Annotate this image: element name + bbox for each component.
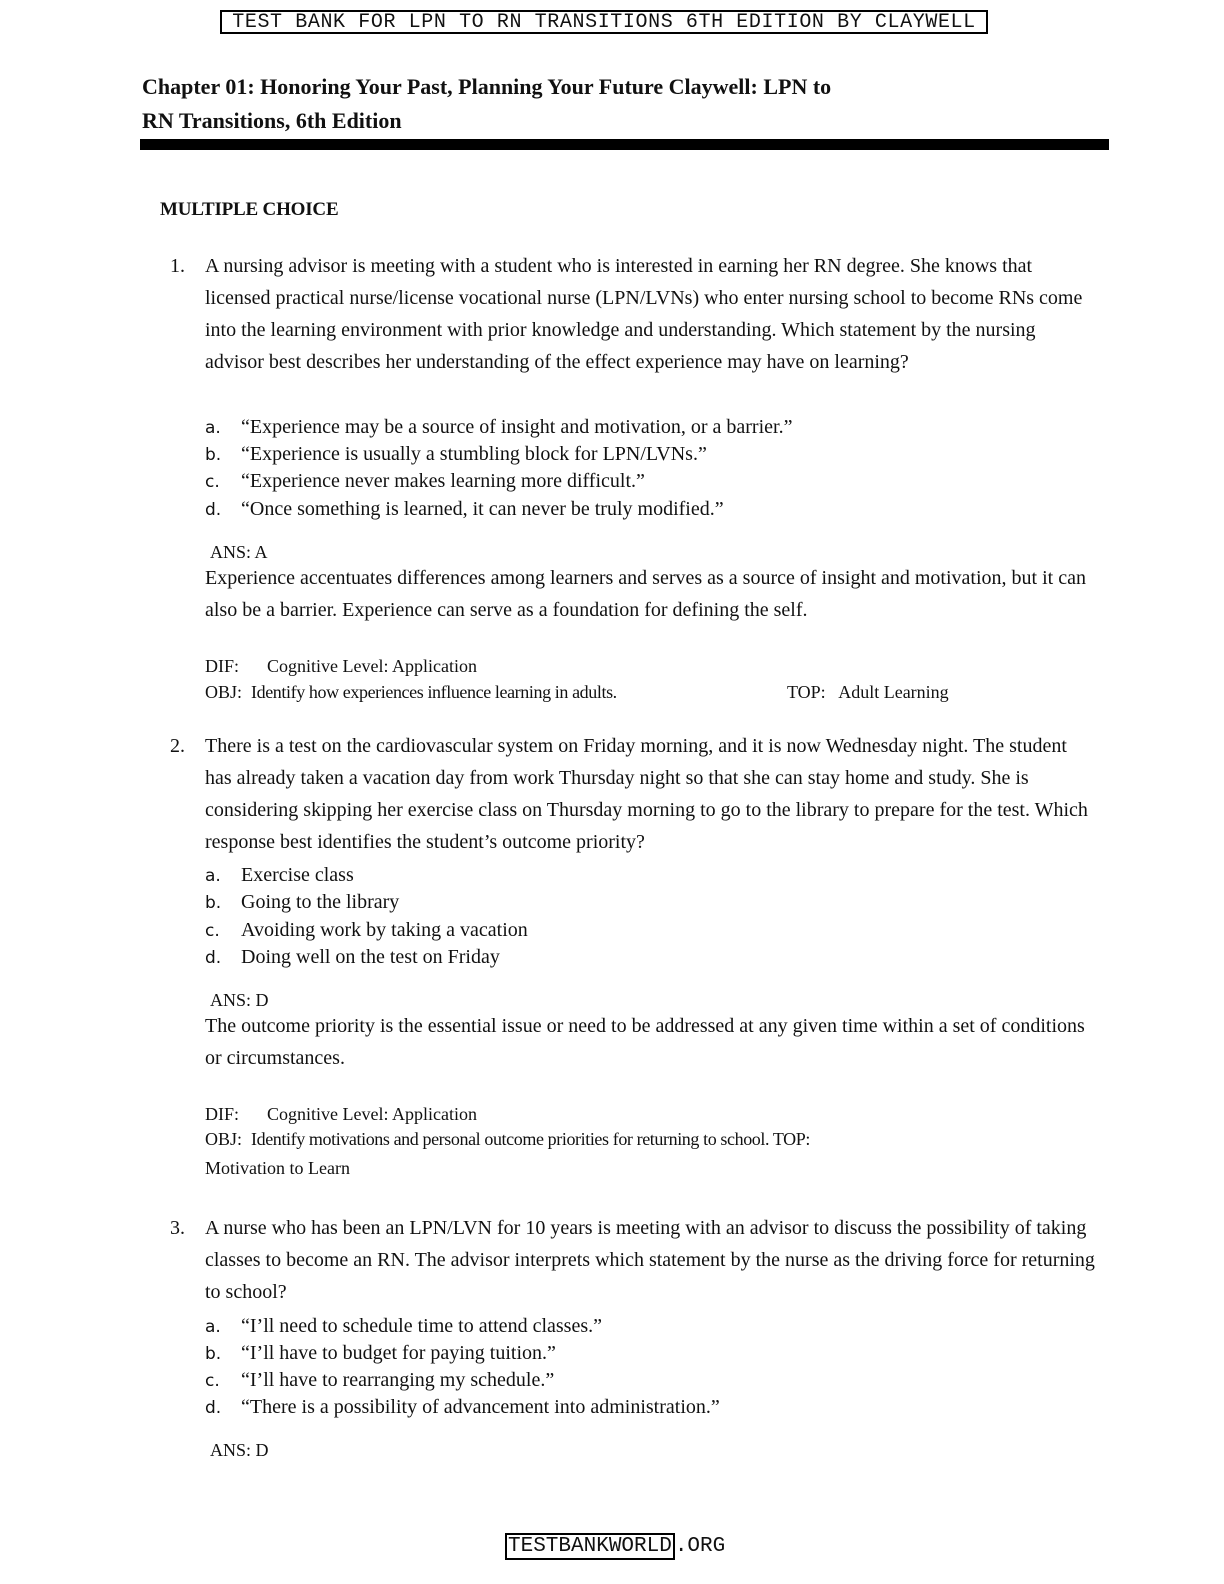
option-c: [205, 1367, 1085, 1394]
topic: [205, 1155, 350, 1181]
question-stem: There is a test on the cardiovascular system on Friday morning, and it is now Wednesday night. The student has already taken a vacation day from work Thursday night so that she can stay home and study. She is considering skipping her exercise class on Thursday morning to go to the library to prepare for the test. Which response best identifies the student’s outcome priority?: [205, 735, 1088, 853]
option-b: [205, 441, 1085, 468]
dif-value: Cognitive Level: Application: [267, 656, 477, 676]
option-letter: b.: [205, 1344, 222, 1364]
option-letter: c.: [205, 1371, 220, 1391]
option-letter: d.: [205, 1398, 222, 1418]
question-stem: A nurse who has been an LPN/LVN for 10 years is meeting with an advisor to discuss the possibility of taking classes to become an RN. The advisor interprets which statement by the nurse as the driving force for returning to school?: [205, 1217, 1095, 1303]
obj-label: OBJ:: [205, 682, 243, 702]
obj-value: Identify motivations and personal outcome priorities for returning to school. TOP:: [251, 1129, 810, 1149]
dif-label: DIF:: [205, 1104, 240, 1124]
option-text: “Experience is usually a stumbling block for LPN/LVNs.”: [241, 443, 707, 465]
objective-row: [205, 1126, 810, 1152]
option-c: [205, 917, 1085, 944]
option-c: [205, 468, 1085, 495]
option-letter: d.: [205, 500, 222, 520]
option-text: Doing well on the test on Friday: [241, 946, 500, 968]
option-b: [205, 889, 1085, 916]
top-value: Adult Learning: [838, 682, 949, 702]
option-text: “There is a possibility of advancement into administration.”: [241, 1396, 720, 1418]
option-letter: b.: [205, 893, 222, 913]
dif-label: DIF:: [205, 656, 240, 676]
question-number: 2.: [170, 735, 185, 757]
obj-label: OBJ:: [205, 1129, 243, 1149]
option-text: “Experience may be a source of insight and motivation, or a barrier.”: [241, 416, 793, 438]
option-a: [205, 414, 1085, 441]
answer: ANS: D: [210, 1440, 269, 1460]
option-a: [205, 862, 1085, 889]
question-number: 3.: [170, 1217, 185, 1239]
difficulty: [205, 653, 477, 679]
footer-site-tld: .ORG: [674, 1535, 726, 1558]
chapter-title-line1: Chapter 01: Honoring Your Past, Planning Your Future Claywell: LPN to: [142, 74, 832, 99]
top-label: TOP:: [787, 682, 826, 702]
option-text: “Experience never makes learning more difficult.”: [241, 470, 645, 492]
option-letter: a.: [205, 866, 221, 886]
option-text: Going to the library: [241, 891, 400, 913]
option-letter: b.: [205, 445, 222, 465]
option-d: [205, 496, 1085, 523]
header-banner: TEST BANK FOR LPN TO RN TRANSITIONS 6TH EDITION BY CLAYWELL: [220, 10, 988, 34]
option-text: “I’ll have to budget for paying tuition.”: [241, 1342, 556, 1364]
option-letter: a.: [205, 418, 221, 438]
top-value: Motivation to Learn: [205, 1158, 350, 1178]
answer: ANS: D: [210, 990, 269, 1010]
footer-site-name: TESTBANKWORLD: [505, 1533, 675, 1560]
footer-site[interactable]: [505, 1534, 725, 1560]
option-letter: a.: [205, 1317, 221, 1337]
obj-value: Identify how experiences influence learning in adults.: [251, 682, 617, 702]
option-text: Exercise class: [241, 864, 354, 886]
question-stem: A nursing advisor is meeting with a student who is interested in earning her RN degree. She knows that licensed practical nurse/license vocational nurse (LPN/LVNs) who enter nursing school to become RNs come into the learning environment with prior knowledge and understanding. Which statement by the nursing advisor best describes her understanding of the effect experience may have on learning?: [205, 255, 1083, 373]
rationale: The outcome priority is the essential issue or need to be addressed at any given time within a set of conditions or circumstances.: [205, 1015, 1085, 1069]
section-heading: MULTIPLE CHOICE: [160, 199, 339, 220]
chapter-title: [142, 70, 902, 138]
answer: ANS: A: [210, 542, 268, 562]
chapter-title-line2: RN Transitions, 6th Edition: [142, 108, 402, 133]
option-b: [205, 1340, 1085, 1367]
difficulty: [205, 1101, 477, 1127]
option-text: “I’ll have to rearranging my schedule.”: [241, 1369, 555, 1391]
option-text: “I’ll need to schedule time to attend classes.”: [241, 1315, 602, 1337]
option-letter: c.: [205, 921, 220, 941]
objective-row: [205, 679, 1005, 705]
option-d: [205, 944, 1085, 971]
topic: [787, 679, 949, 705]
option-a: [205, 1313, 1085, 1340]
option-letter: d.: [205, 948, 222, 968]
title-divider: [140, 139, 1109, 150]
option-text: “Once something is learned, it can never be truly modified.”: [241, 498, 724, 520]
option-letter: c.: [205, 472, 220, 492]
dif-value: Cognitive Level: Application: [267, 1104, 477, 1124]
option-text: Avoiding work by taking a vacation: [241, 919, 528, 941]
option-d: [205, 1394, 1085, 1421]
question-number: 1.: [170, 255, 185, 277]
rationale: Experience accentuates differences among learners and serves as a source of insight and motivation, but it can also be a barrier. Experience can serve as a foundation for defining the self.: [205, 567, 1086, 621]
